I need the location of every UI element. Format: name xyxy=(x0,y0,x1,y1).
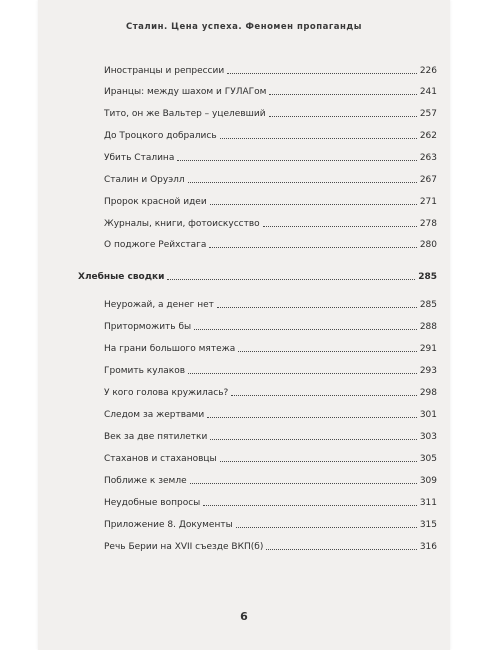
toc-entry-page: 301 xyxy=(419,410,437,420)
toc-entry-title: Пророк красной идеи xyxy=(104,197,207,207)
dot-leader xyxy=(266,549,416,550)
dot-leader xyxy=(227,73,417,74)
dot-leader xyxy=(203,505,417,506)
toc-entry-title: Иностранцы и репрессии xyxy=(104,66,225,76)
dot-leader xyxy=(269,116,417,117)
toc-entry-title: Иранцы: между шахом и ГУЛАГом xyxy=(104,87,267,97)
toc-entry-page: 241 xyxy=(419,87,437,97)
toc-entry-title: Речь Берии на XVII съезде ВКП(б) xyxy=(104,542,264,552)
toc-entry-title: Приложение 8. Документы xyxy=(104,520,233,530)
dot-leader xyxy=(167,279,415,280)
dot-leader xyxy=(207,417,417,418)
dot-leader xyxy=(194,329,417,330)
toc-entry xyxy=(104,520,437,530)
toc-entry-page: 226 xyxy=(419,66,437,76)
toc-entry-title: Журналы, книги, фотоискусство xyxy=(104,219,260,229)
dot-leader xyxy=(238,351,417,352)
toc-entry-page: 303 xyxy=(419,432,437,442)
toc-entry-title: Убить Сталина xyxy=(104,153,175,163)
toc-entry xyxy=(104,109,437,119)
dot-leader xyxy=(190,483,417,484)
dot-leader xyxy=(177,160,416,161)
toc-entry-page: 305 xyxy=(419,454,437,464)
dot-leader xyxy=(209,247,416,248)
toc-entry xyxy=(104,322,437,332)
toc-entry xyxy=(104,344,437,354)
dot-leader xyxy=(231,395,417,396)
toc-entry-title: Стаханов и стахановцы xyxy=(104,454,217,464)
toc-entry-page: 309 xyxy=(419,476,437,486)
toc-entry-page: 316 xyxy=(419,542,437,552)
toc-entry-page: 293 xyxy=(419,366,437,376)
toc-entry-page: 267 xyxy=(419,175,437,185)
toc-entry xyxy=(104,300,437,310)
dot-leader xyxy=(188,182,417,183)
book-page xyxy=(38,0,450,650)
toc-entry-title: У кого голова кружилась? xyxy=(104,388,229,398)
toc-entry xyxy=(104,87,437,97)
toc-entry-title: Тито, он же Вальтер – уцелевший xyxy=(104,109,266,119)
dot-leader xyxy=(220,138,417,139)
table-of-contents xyxy=(38,0,450,650)
dot-leader xyxy=(188,373,417,374)
toc-entry-page: 278 xyxy=(419,219,437,229)
toc-entry xyxy=(104,476,437,486)
running-head: Сталин. Цена успеха. Феномен пропаганды xyxy=(126,22,362,32)
toc-entry-title: Сталин и Оруэлл xyxy=(104,175,185,185)
dot-leader xyxy=(236,527,417,528)
toc-entry xyxy=(104,66,437,76)
toc-entry xyxy=(104,197,437,207)
page-number: 6 xyxy=(240,610,248,623)
toc-entry-title: Громить кулаков xyxy=(104,366,186,376)
toc-entry xyxy=(104,410,437,420)
toc-entry xyxy=(104,454,437,464)
toc-entry xyxy=(104,175,437,185)
toc-entry xyxy=(104,498,437,508)
toc-entry-page: 271 xyxy=(419,197,437,207)
toc-entry-title: Приторможить бы xyxy=(104,322,192,332)
dot-leader xyxy=(210,439,417,440)
toc-entry-page: 263 xyxy=(419,153,437,163)
toc-entry-title: Век за две пятилетки xyxy=(104,432,208,442)
toc-section xyxy=(78,272,437,282)
toc-entry-page: 315 xyxy=(419,520,437,530)
toc-entry-page: 298 xyxy=(419,388,437,398)
toc-section-page: 285 xyxy=(418,272,437,282)
toc-entry-page: 288 xyxy=(419,322,437,332)
toc-entry xyxy=(104,366,437,376)
toc-entry xyxy=(104,219,437,229)
toc-entry-title: Неудобные вопросы xyxy=(104,498,201,508)
dot-leader xyxy=(263,226,417,227)
toc-entry-page: 262 xyxy=(419,131,437,141)
toc-entry-page: 257 xyxy=(419,109,437,119)
toc-entry xyxy=(104,388,437,398)
toc-entry-title: Следом за жертвами xyxy=(104,410,205,420)
toc-entry xyxy=(104,131,437,141)
toc-entry xyxy=(104,542,437,552)
toc-entry-title: О поджоге Рейхстага xyxy=(104,240,207,250)
toc-entry xyxy=(104,153,437,163)
dot-leader xyxy=(220,461,417,462)
toc-entry xyxy=(104,240,437,250)
toc-entry xyxy=(104,432,437,442)
dot-leader xyxy=(217,307,417,308)
toc-entry-page: 291 xyxy=(419,344,437,354)
toc-section-title: Хлебные сводки xyxy=(78,272,165,282)
toc-entry-title: Неурожай, а денег нет xyxy=(104,300,214,310)
toc-entry-title: На грани большого мятежа xyxy=(104,344,236,354)
dot-leader xyxy=(269,94,416,95)
toc-entry-page: 311 xyxy=(419,498,437,508)
toc-entry-title: Поближе к земле xyxy=(104,476,187,486)
toc-entry-title: До Троцкого добрались xyxy=(104,131,217,141)
toc-entry-page: 285 xyxy=(419,300,437,310)
dot-leader xyxy=(210,204,417,205)
toc-entry-page: 280 xyxy=(419,240,437,250)
